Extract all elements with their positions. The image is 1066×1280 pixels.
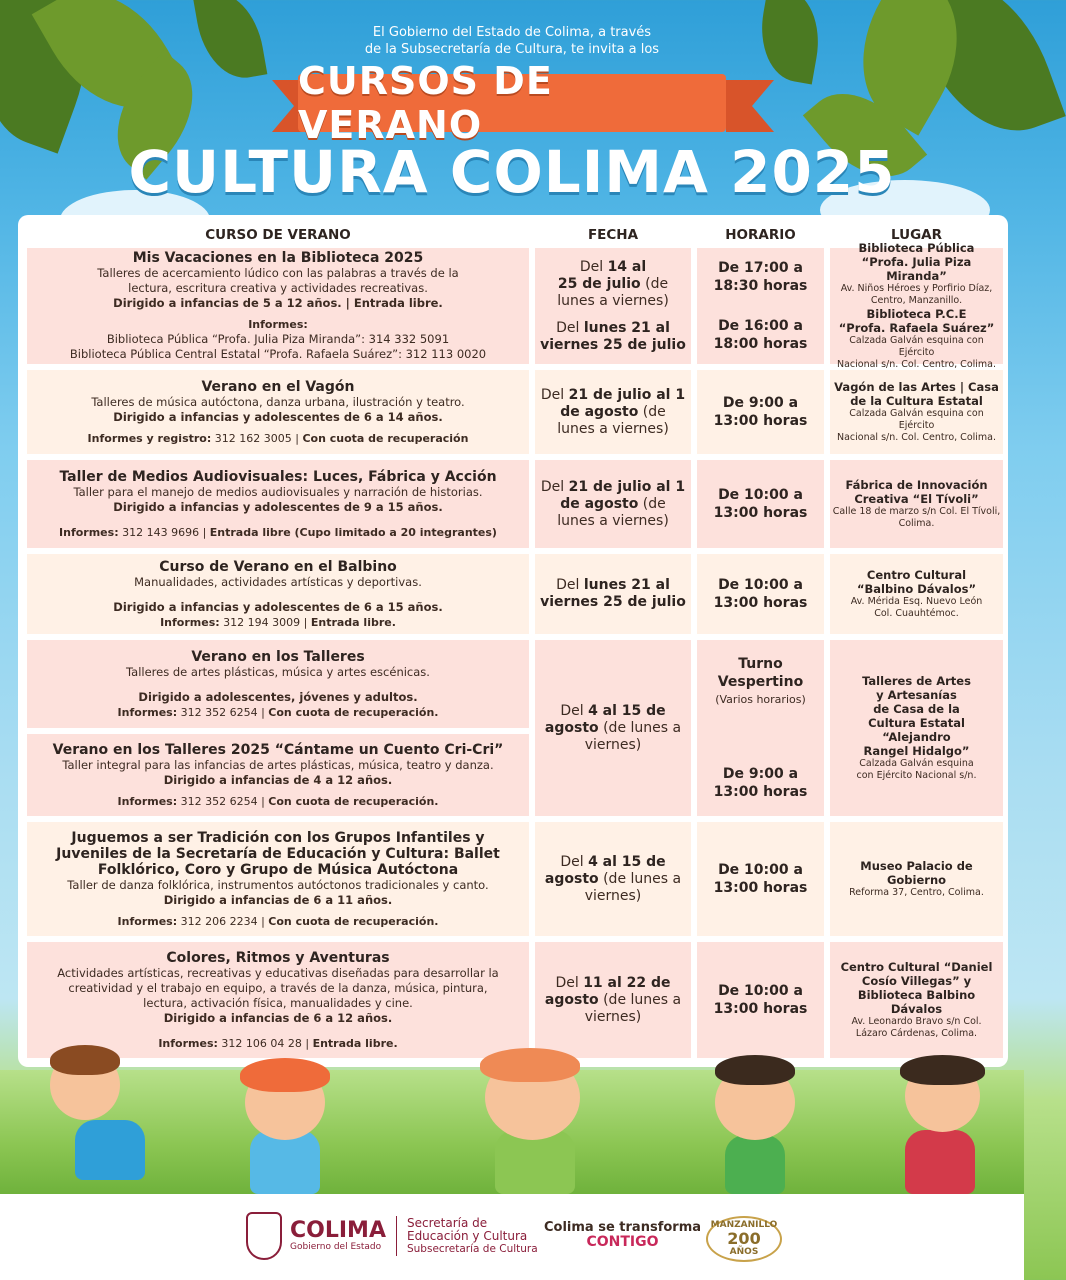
table-row-date <box>535 640 691 816</box>
place-name: Dávalos <box>890 1002 943 1016</box>
footer <box>0 1194 1024 1280</box>
date-text: Del <box>560 702 589 719</box>
date-text: de agosto <box>560 495 639 512</box>
date-text: 11 al 22 de <box>583 974 671 991</box>
table-row-date <box>535 942 691 1058</box>
place-name: “Alejandro <box>882 730 951 744</box>
date-text: lunes a viernes) <box>557 292 669 309</box>
date-text: Del <box>556 577 584 593</box>
course-title: Colores, Ritmos y Aventuras <box>166 949 390 966</box>
coat-of-arms-icon <box>246 1212 282 1260</box>
info-phone: 312 206 2234 | <box>177 914 269 928</box>
place-address: Av. Leonardo Bravo s/n Col. <box>851 1016 982 1027</box>
place-address: Lázaro Cárdenas, Colima. <box>855 1028 978 1039</box>
info-note: Con cuota de recuperación. <box>268 794 439 808</box>
date-text: Del <box>540 386 569 403</box>
time-text: 13:00 horas <box>713 413 808 429</box>
place-address: Av. Mérida Esq. Nuevo León <box>850 596 983 607</box>
date-text: lunes a viernes) <box>557 512 669 529</box>
place-address: Calzada Galván esquina con Ejército <box>849 408 984 431</box>
place-name: Rangel Hidalgo” <box>863 744 970 758</box>
table-row-course <box>27 734 529 816</box>
place-address: Av. Niños Héroes y Porfirio Díaz, <box>840 283 993 294</box>
table-row-course <box>27 640 529 728</box>
intro-line: El Gobierno del Estado de Colima, a través <box>372 25 652 40</box>
date-text: viernes) <box>584 1008 642 1025</box>
place-name: Fábrica de Innovación <box>845 478 988 492</box>
divider <box>396 1216 397 1256</box>
date-text: viernes) <box>584 736 642 753</box>
info-phone: 312 352 6254 | <box>177 705 269 719</box>
table-row-date <box>535 248 691 364</box>
place-address: Nacional s/n. Col. Centro, Colima. <box>836 359 997 370</box>
course-target: Dirigido a infancias de 5 a 12 años. | Entrada libre. <box>113 296 443 310</box>
course-description: Talleres de acercamiento lúdico con las palabras a través de la <box>97 266 459 280</box>
time-text: De 9:00 a <box>722 395 799 411</box>
place-address: Colima. <box>898 518 935 529</box>
kid-illustration <box>715 1055 795 1085</box>
place-name: de Casa de la <box>873 702 960 716</box>
time-text: De 17:00 a <box>718 260 803 276</box>
badge-number: 200 <box>727 1229 761 1248</box>
date-text: 21 de julio al 1 <box>568 386 686 403</box>
table-row-place <box>830 640 1003 816</box>
course-target: Dirigido a adolescentes, jóvenes y adultos. <box>138 689 418 704</box>
course-description: Talleres de artes plásticas, música y artes escénicas. <box>126 664 430 679</box>
date-text: 14 al <box>607 258 647 275</box>
course-description: creatividad y el trabajo en equipo, a través de la danza, música, pintura, <box>68 980 488 995</box>
time-text: 13:00 horas <box>713 784 808 800</box>
place-name: Centro Cultural “Daniel <box>840 960 993 974</box>
date-text: viernes 25 de julio <box>540 594 686 610</box>
date-text: lunes a viernes) <box>557 420 669 437</box>
place-name: Biblioteca P.C.E <box>866 307 967 321</box>
date-text: 25 de julio <box>557 275 641 292</box>
table-row-time <box>697 554 824 634</box>
time-text: Vespertino <box>717 674 804 690</box>
date-text: (de lunes a <box>598 719 682 736</box>
info-phone: 312 194 3009 | <box>219 615 311 629</box>
column-header-date: FECHA <box>587 227 639 243</box>
info-note: Entrada libre. <box>312 1036 398 1050</box>
table-row-place <box>830 460 1003 548</box>
date-text: 4 al 15 de <box>588 702 666 719</box>
time-text: De 9:00 a <box>722 766 799 782</box>
ribbon-banner: CURSOS DE VERANO <box>298 74 726 132</box>
badge-text: MANZANILLO <box>710 1220 778 1230</box>
colima-subtitle: Gobierno del Estado <box>290 1242 382 1252</box>
info-note: Con cuota de recuperación. <box>268 705 439 719</box>
transforma-logo <box>544 1220 701 1250</box>
place-address: con Ejército Nacional s/n. <box>856 770 977 781</box>
course-title: Verano en los Talleres 2025 “Cántame un Cuento Cri-Cri” <box>52 741 504 758</box>
date-text: (de lunes a <box>598 991 682 1008</box>
column-header-time: HORARIO <box>725 227 796 243</box>
place-name: Gobierno <box>886 873 947 887</box>
course-title: Curso de Verano en el Balbino <box>159 558 397 575</box>
date-text: lunes 21 al <box>583 577 670 593</box>
place-name: Talleres de Artes <box>862 674 971 688</box>
date-text: (de <box>638 495 666 512</box>
info-contact: Biblioteca Pública “Profa. Julia Piza Miranda”: 314 332 5091 <box>106 332 450 346</box>
place-address: Nacional s/n. Col. Centro, Colima. <box>836 432 997 443</box>
kid-illustration <box>480 1048 580 1082</box>
table-row-place <box>830 942 1003 1058</box>
place-name: de la Cultura Estatal <box>850 394 983 408</box>
table-row-place <box>830 241 1003 370</box>
contigo-text: CONTIGO <box>586 1234 659 1250</box>
time-text: 18:00 horas <box>713 336 808 352</box>
place-name: Cultura Estatal <box>868 716 965 730</box>
place-address: Calle 18 de marzo s/n Col. El Tívoli, <box>832 506 1001 517</box>
info-note: Entrada libre (Cupo limitado a 20 integrantes) <box>209 525 497 539</box>
time-text: 18:30 horas <box>713 278 808 294</box>
table-row-course <box>27 370 529 454</box>
manzanillo-200-logo <box>706 1216 782 1262</box>
intro-line: de la Subsecretaría de Cultura, te invita a los <box>364 42 660 57</box>
place-name: Vagón de las Artes | Casa <box>834 380 999 394</box>
info-phone: 312 106 04 28 | <box>217 1036 313 1050</box>
secretaria-text: Educación y Cultura <box>406 1228 528 1243</box>
table-row-date <box>535 822 691 936</box>
course-title: Juguemos a ser Tradición con los Grupos Infantiles y <box>71 829 485 846</box>
date-text: viernes 25 de julio <box>540 336 686 353</box>
info-label: Informes: <box>59 525 119 539</box>
ribbon-tail <box>726 80 774 132</box>
table-row-time <box>697 822 824 936</box>
info-label: Informes: <box>117 705 178 719</box>
course-title: Folklórico, Coro y Grupo de Música Autóctona <box>97 861 459 878</box>
info-label: Informes y registro: <box>87 431 212 445</box>
date-text: Del <box>560 853 589 870</box>
time-text: 13:00 horas <box>713 1001 808 1017</box>
place-name: Creativa “El Tívoli” <box>854 492 979 506</box>
course-description: Manualidades, actividades artísticas y deportivas. <box>134 574 422 589</box>
course-title: Verano en los Talleres <box>191 648 365 665</box>
place-name: “Balbino Dávalos” <box>856 582 977 596</box>
badge-text: AÑOS <box>729 1247 759 1257</box>
course-title: Mis Vacaciones en la Biblioteca 2025 <box>132 250 424 266</box>
date-text: agosto <box>544 870 599 887</box>
place-name: “Profa. Julia Piza Miranda” <box>861 255 972 283</box>
date-text: (de <box>640 275 669 292</box>
time-note: (Varios horarios) <box>715 693 806 706</box>
place-address: Centro, Manzanillo. <box>870 295 963 306</box>
place-address: Calzada Galván esquina con Ejército <box>849 335 984 358</box>
info-phone: 312 143 9696 | <box>118 525 210 539</box>
place-address: Reforma 37, Centro, Colima. <box>849 887 984 898</box>
table-row-place <box>830 822 1003 936</box>
table-row-place <box>830 554 1003 634</box>
date-text: (de <box>638 403 666 420</box>
table-row-course <box>27 248 529 364</box>
place-name: Museo Palacio de <box>860 859 973 873</box>
info-note: Entrada libre. <box>310 615 396 629</box>
course-description: Actividades artísticas, recreativas y educativas diseñadas para desarrollar la <box>57 965 499 980</box>
table-row-course <box>27 554 529 634</box>
date-text: agosto <box>544 719 599 736</box>
place-name: “Profa. Rafaela Suárez” <box>838 321 995 335</box>
table-row-date <box>535 554 691 634</box>
place-address: Calzada Galván esquina <box>859 758 974 769</box>
colima-wordmark: COLIMA <box>290 1218 386 1243</box>
date-text: de agosto <box>560 403 639 420</box>
date-text: Del <box>540 478 569 495</box>
date-text: (de lunes a <box>598 870 682 887</box>
colima-logo <box>246 1212 538 1260</box>
info-label: Informes: <box>248 318 308 331</box>
table-row-time <box>697 370 824 454</box>
place-name: Biblioteca Balbino <box>857 988 976 1002</box>
place-name: Centro Cultural <box>866 568 967 582</box>
time-text: 13:00 horas <box>713 505 808 521</box>
course-title: Verano en el Vagón <box>201 378 355 395</box>
time-text: De 10:00 a <box>718 862 803 878</box>
info-label: Informes: <box>160 615 220 629</box>
info-note: Con cuota de recuperación. <box>268 914 439 928</box>
course-description: lectura, escritura creativa y actividades recreativas. <box>128 281 428 295</box>
table-row-course <box>27 942 529 1058</box>
table-row-time <box>697 460 824 548</box>
kid-illustration <box>50 1045 120 1075</box>
place-name: Biblioteca Pública <box>858 241 975 255</box>
transforma-text: Colima se transforma <box>544 1220 702 1235</box>
kid-illustration <box>905 1130 975 1194</box>
date-text: agosto <box>544 991 599 1008</box>
column-header-place: LUGAR <box>890 227 942 243</box>
intro-text <box>0 24 1024 58</box>
date-text: Del <box>556 319 584 336</box>
place-address: Col. Cuauhtémoc. <box>874 608 959 619</box>
info-label: Informes: <box>117 794 178 808</box>
kid-illustration <box>725 1135 785 1194</box>
table-row-course <box>27 822 529 936</box>
date-text: Del <box>555 974 584 991</box>
course-description: Talleres de música autóctona, danza urbana, ilustración y teatro. <box>91 394 465 409</box>
kid-illustration <box>900 1055 985 1085</box>
table-row-time <box>697 942 824 1058</box>
course-description: Taller de danza folklórica, instrumentos autóctonos tradicionales y canto. <box>67 877 489 892</box>
kid-illustration <box>240 1058 330 1092</box>
course-title: Juveniles de la Secretaría de Educación y Cultura: Ballet <box>56 845 500 862</box>
time-text: De 10:00 a <box>718 487 803 503</box>
info-label: Informes: <box>158 1036 218 1050</box>
table-row-date <box>535 460 691 548</box>
course-title: Taller de Medios Audiovisuales: Luces, Fábrica y Acción <box>59 468 497 485</box>
column-header-course: CURSO DE VERANO <box>205 227 351 243</box>
table-row-time <box>697 248 824 364</box>
secretaria-text: Secretaría de <box>406 1215 488 1230</box>
course-target: Dirigido a infancias y adolescentes de 6 a 14 años. <box>113 409 443 424</box>
time-text: De 10:00 a <box>718 577 803 593</box>
course-description: Taller integral para las infancias de artes plásticas, música, teatro y danza. <box>62 757 494 772</box>
course-target: Dirigido a infancias de 6 a 12 años. <box>163 1010 393 1025</box>
subsecretaria-text: Subsecretaría de Cultura <box>406 1242 538 1255</box>
info-note: Con cuota de recuperación <box>302 431 469 445</box>
time-text: De 16:00 a <box>718 318 803 334</box>
place-name: Cosío Villegas” y <box>861 974 972 988</box>
course-target: Dirigido a infancias y adolescentes de 9 a 15 años. <box>113 499 443 514</box>
info-contact: Biblioteca Pública Central Estatal “Profa. Rafaela Suárez”: 312 113 0020 <box>69 347 487 361</box>
course-description: lectura, activación física, manualidades y cine. <box>143 995 413 1010</box>
table-row-place <box>830 370 1003 454</box>
info-phone: 312 352 6254 | <box>177 794 269 808</box>
table-row-time <box>697 640 824 816</box>
time-text: De 10:00 a <box>718 983 803 999</box>
time-text: Turno <box>738 656 783 672</box>
table-row-course <box>27 460 529 548</box>
time-text: 13:00 horas <box>713 595 808 611</box>
course-description: Taller para el manejo de medios audiovisuales y narración de historias. <box>73 484 483 499</box>
course-target: Dirigido a infancias y adolescentes de 6 a 15 años. <box>113 599 443 614</box>
time-text: 13:00 horas <box>713 880 808 896</box>
date-text: viernes) <box>584 887 642 904</box>
course-target: Dirigido a infancias de 6 a 11 años. <box>163 892 393 907</box>
course-target: Dirigido a infancias de 4 a 12 años. <box>163 772 393 787</box>
date-text: Del <box>579 258 608 275</box>
page-title: CULTURA COLIMA 2025 <box>128 138 896 206</box>
table-row-date <box>535 370 691 454</box>
date-text: 4 al 15 de <box>588 853 666 870</box>
info-phone: 312 162 3005 | <box>211 431 303 445</box>
kid-illustration <box>75 1120 145 1180</box>
date-text: 21 de julio al 1 <box>568 478 686 495</box>
info-label: Informes: <box>117 914 178 928</box>
place-name: y Artesanías <box>876 688 957 702</box>
date-text: lunes 21 al <box>583 319 670 336</box>
